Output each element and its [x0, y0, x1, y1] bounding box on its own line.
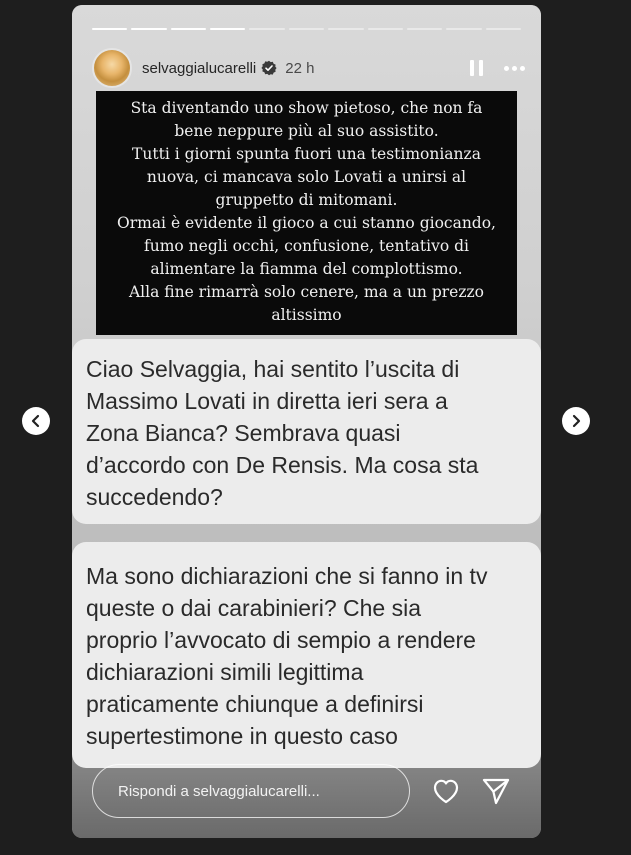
- progress-segment: [446, 28, 481, 30]
- progress-segment: [328, 28, 363, 30]
- heart-icon[interactable]: [430, 775, 462, 807]
- progress-segment: [171, 28, 206, 30]
- more-options-icon[interactable]: [504, 66, 525, 71]
- username[interactable]: selvaggialucarelli: [142, 59, 257, 77]
- story-viewer: [72, 5, 541, 838]
- reply-input[interactable]: [92, 764, 410, 818]
- next-story-button[interactable]: [562, 407, 590, 435]
- progress-segment: [289, 28, 324, 30]
- story-header: [92, 48, 525, 88]
- quote-text: Sta diventando uno show pietoso, che non fa bene neppure più al suo assistito. Tutti i giorni spunta fuori una testimonianza nuova, ci mancava solo Lovati a unirsi al gruppetto di mitomani. Ormai è evidente il gioco a cui stanno giocando, fumo negli occhi, confusione, tentativo di alimentare la fiamma del complottismo. Alla fine rimarrà solo cenere, ma a un prezzo altissimo: [117, 99, 496, 324]
- chevron-right-icon: [569, 414, 583, 428]
- progress-segment: [210, 28, 245, 30]
- verified-badge-icon: [261, 60, 277, 76]
- progress-segment: [92, 28, 127, 30]
- quote-text-box: [96, 91, 517, 335]
- progress-segment: [249, 28, 284, 30]
- question-bubble-1: Ciao Selvaggia, hai sentito l’uscita di Massimo Lovati in diretta ieri sera a Zona Bianca? Sembrava quasi d’accordo con De Rensis. Ma cosa sta succedendo?: [72, 339, 541, 524]
- previous-story-button[interactable]: [22, 407, 50, 435]
- story-progress-bar: [92, 28, 521, 30]
- pause-icon[interactable]: [466, 57, 486, 79]
- question-bubble-2: Ma sono dichiarazioni che si fanno in tv queste o dai carabinieri? Che sia proprio l’avvocato di sempio a rendere dichiarazioni simili legittima praticamente chiunque a definirsi supertestimone in questo caso: [72, 542, 541, 768]
- progress-segment: [486, 28, 521, 30]
- story-timestamp: 22 h: [285, 59, 315, 77]
- avatar[interactable]: [92, 48, 132, 88]
- progress-segment: [131, 28, 166, 30]
- progress-segment: [407, 28, 442, 30]
- progress-segment: [368, 28, 403, 30]
- send-icon[interactable]: [480, 775, 512, 807]
- story-footer: [92, 763, 521, 819]
- chevron-left-icon: [29, 414, 43, 428]
